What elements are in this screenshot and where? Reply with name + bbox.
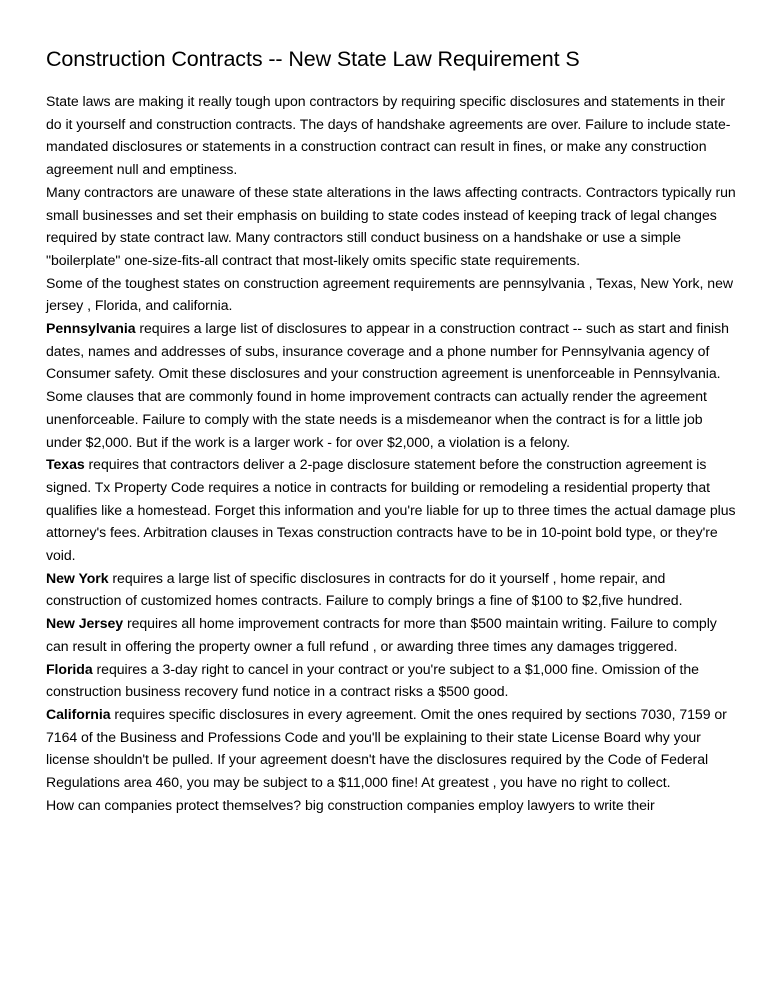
intro-paragraph-disclosures: State laws are making it really tough upon contractors by requiring specific disclosures and statements in their do it yourself and construction contracts. The days of handshake agreements are over. Failure to include state-mandated disclosures or statements in a construction contract can result in fines, or make any construction agreement null and emptiness. <box>46 93 731 178</box>
state-paragraph-new-jersey <box>46 612 736 657</box>
state-paragraph-pennsylvania <box>46 317 736 453</box>
state-text-california: requires specific disclosures in every agreement. Omit the ones required by sections 7030, 7159 or 7164 of the Business and Professions Code and you'll be explaining to their state License Board why your license shouldn't be pulled. If your agreement doesn't have the disclosures required by the Code of Federal Regulations area 460, you may be subject to a $11,000 fine! At greatest , you have no right to collect. <box>46 705 727 791</box>
state-name-new-york: New York <box>46 569 109 586</box>
state-name-texas: Texas <box>46 456 85 473</box>
state-name-california: California <box>46 705 111 722</box>
intro-paragraph-toughest-states: Some of the toughest states on construction agreement requirements are pennsylvania , Texas, New York, new jersey , Florida, and california. <box>46 274 733 314</box>
state-text-pennsylvania: requires a large list of disclosures to appear in a construction contract -- such as start and finish dates, names and addresses of subs, insurance coverage and a phone number for Pennsylvania agency of Consumer safety. Omit these disclosures and your construction agreement is unenforceable in Pennsylvania. Some clauses that are commonly found in home improvement contracts can actually render the agreement unenforceable. Failure to comply with the state needs is a misdemeanor when the contract is for a little job under $2,000. But if the work is a larger work - for over $2,000, a violation is a felony. <box>46 320 729 450</box>
state-name-new-jersey: New Jersey <box>46 615 124 632</box>
document-title: Construction Contracts -- New State Law Requirement S <box>46 47 580 71</box>
state-paragraph-new-york <box>46 567 736 612</box>
state-name-florida: Florida <box>46 660 93 677</box>
closing-paragraph: How can companies protect themselves? big construction companies employ lawyers to write their <box>46 796 655 813</box>
state-name-pennsylvania: Pennsylvania <box>46 320 136 337</box>
state-text-new-jersey: requires all home improvement contracts for more than $500 maintain writing. Failure to comply can result in offering the property owner a full refund , or awarding three times any damages triggered. <box>46 615 717 654</box>
document-page <box>46 44 736 817</box>
state-paragraph-texas <box>46 453 736 567</box>
state-text-new-york: requires a large list of specific disclosures in contracts for do it yourself , home repair, and construction of customized homes contracts. Failure to comply brings a fine of $100 to $2,five hundred. <box>46 569 683 609</box>
state-paragraph-california <box>46 703 736 794</box>
state-text-florida: requires a 3-day right to cancel in your contract or you're subject to a $1,000 fine. Omission of the construction business recovery fund notice in a contract risks a $500 good. <box>46 660 699 700</box>
state-text-texas: requires that contractors deliver a 2-page disclosure statement before the construction agreement is signed. Tx Property Code requires a notice in contracts for building or remodeling a residential property that qualifies like a homestead. Forget this information and you're liable for up to three times the actual damage plus attorney's fees. Arbitration clauses in Texas construction contracts have to be in 10-point bold type, or they're void. <box>46 456 736 564</box>
state-paragraph-florida <box>46 658 736 703</box>
intro-paragraph-unaware-contractors: Many contractors are unaware of these state alterations in the laws affecting contracts. Contractors typically run small businesses and set their emphasis on building to state codes instead of keeping track of legal changes required by state contract law. Many contractors still conduct business on a handshake or use a simple "boilerplate" one-size-fits-all contract that most-likely omits specific state requirements. <box>46 183 736 268</box>
